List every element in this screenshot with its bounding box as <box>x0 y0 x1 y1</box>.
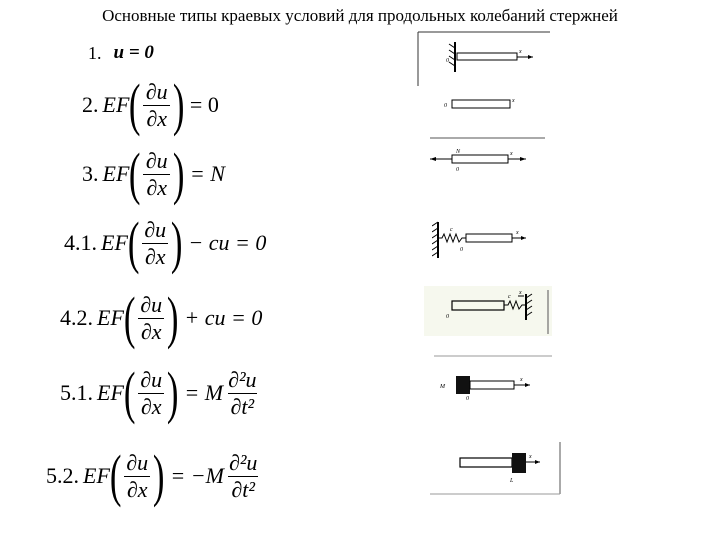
page-title: Основные типы краевых условий для продольных колебаний стержней <box>102 6 618 25</box>
fraction-numerator: ∂u <box>140 367 163 393</box>
figure-label: N <box>456 149 461 155</box>
equation-rhs: − cu = 0 <box>188 230 267 255</box>
fraction-denominator: ∂x <box>124 476 151 502</box>
left-paren: ( <box>129 72 141 137</box>
right-paren: ) <box>166 360 179 425</box>
right-paren: ) <box>166 285 179 350</box>
equation-number: 4.2. <box>60 305 93 330</box>
equation-number: 2. <box>82 92 99 117</box>
figure-mass-right <box>430 440 565 496</box>
derivative-fraction <box>143 148 171 200</box>
equation-lhs: EF <box>83 463 110 488</box>
fraction-denominator: ∂x <box>138 393 165 419</box>
figure-label: 0 <box>466 396 469 402</box>
derivative-fraction <box>137 367 165 419</box>
equation-rhs: = −M <box>170 463 224 488</box>
figure-label: x <box>512 98 515 104</box>
left-paren: ( <box>129 141 141 206</box>
derivative-fraction <box>143 79 171 131</box>
fraction-numerator: ∂u <box>145 148 168 174</box>
fraction-numerator: ∂u <box>145 79 168 105</box>
figure-label: x <box>520 377 523 383</box>
equation-4-1 <box>64 210 267 275</box>
equation-number: 5.1. <box>60 380 93 405</box>
right-paren: ) <box>152 443 165 508</box>
figure-label: x <box>519 290 522 296</box>
equation-number: 5.2. <box>46 463 79 488</box>
equation-5-2 <box>46 443 262 508</box>
figure-label: 0 <box>446 58 449 64</box>
right-paren: ) <box>172 141 185 206</box>
equation-number: 3. <box>82 161 99 186</box>
fraction-numerator: ∂²u <box>228 367 257 393</box>
fraction-numerator: ∂²u <box>228 450 258 476</box>
fraction-denominator: ∂x <box>143 174 170 200</box>
left-paren: ( <box>127 210 140 275</box>
equation-lhs: EF <box>97 305 124 330</box>
fraction-denominator: ∂t² <box>228 476 258 502</box>
figure-label: 0 <box>446 314 449 320</box>
equation-lhs: EF <box>102 92 130 117</box>
equation-rhs: = N <box>189 161 225 186</box>
fraction-denominator: ∂t² <box>228 393 258 419</box>
fraction-numerator: ∂u <box>126 450 149 476</box>
equation-lhs: EF <box>101 230 128 255</box>
left-paren: ( <box>123 285 136 350</box>
figure-label: M <box>440 384 445 390</box>
figure-label: x <box>529 454 532 460</box>
figure-fixed-end <box>415 30 555 88</box>
derivative-fraction <box>141 217 169 269</box>
derivative-fraction <box>123 450 151 502</box>
figure-label: x <box>516 230 519 236</box>
equation-3 <box>82 141 225 206</box>
figure-label: x <box>510 151 513 157</box>
equation-rhs: = 0 <box>189 92 219 117</box>
figure-spring-right <box>424 286 554 338</box>
right-paren: ) <box>172 72 185 137</box>
figure-label: 0 <box>444 103 447 109</box>
figure-mass-left <box>434 354 554 414</box>
equation-number: 1. <box>88 42 102 63</box>
fraction-denominator: ∂x <box>142 243 169 269</box>
figure-force-end <box>430 145 530 175</box>
figure-label: L <box>510 478 514 484</box>
equation-lhs: EF <box>102 161 130 186</box>
figure-label: x <box>519 49 522 55</box>
derivative-fraction <box>137 292 165 344</box>
figure-label: 0 <box>460 247 463 253</box>
left-paren: ( <box>109 443 122 508</box>
fraction-numerator: ∂u <box>140 292 163 318</box>
figure-spring-left <box>432 218 532 262</box>
equation-rhs: + cu = 0 <box>184 305 263 330</box>
figure-free-end <box>430 92 550 140</box>
equation-1 <box>88 42 154 64</box>
equation-number: 4.1. <box>64 230 97 255</box>
left-paren: ( <box>123 360 136 425</box>
equation-rhs: = M <box>184 380 224 405</box>
figure-label: 0 <box>456 167 459 173</box>
right-paren: ) <box>170 210 183 275</box>
equation-2 <box>82 72 219 137</box>
fraction-denominator: ∂x <box>138 318 165 344</box>
equation-4-2 <box>60 285 263 350</box>
fraction-denominator: ∂x <box>143 105 170 131</box>
second-derivative-fraction <box>226 450 260 502</box>
figure-label: c <box>450 227 453 233</box>
equation-5-1 <box>60 360 262 425</box>
figure-label: c <box>508 294 511 300</box>
second-derivative-fraction <box>225 367 259 419</box>
equation-lhs: EF <box>97 380 124 405</box>
equation-text: u = 0 <box>113 42 154 63</box>
fraction-numerator: ∂u <box>144 217 167 243</box>
